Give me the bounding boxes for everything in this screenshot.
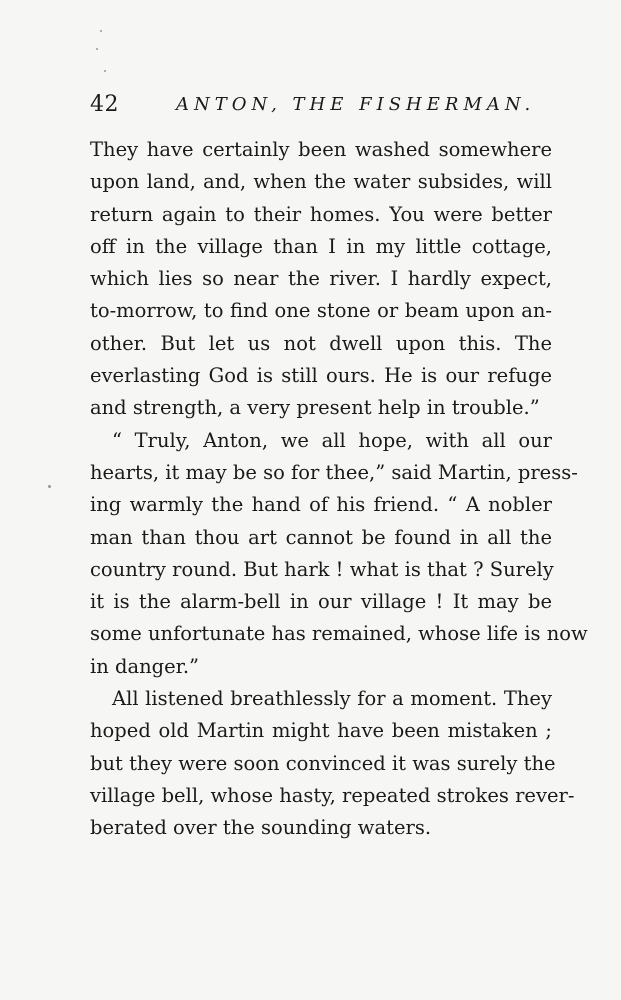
text-line: hearts, it may be so for thee,” said Martin, press- (90, 460, 578, 484)
text-line: country round. But hark ! what is that ? Surely (90, 557, 554, 581)
text-line: “ Truly, Anton, we all hope, with all our (112, 428, 552, 452)
text-line: in danger.” (90, 654, 200, 678)
running-head (90, 92, 536, 122)
text-line: other. But let us not dwell upon this. The (90, 331, 552, 355)
text-line: berated over the sounding waters. (90, 816, 432, 840)
page-speck (100, 30, 102, 32)
page-number: 42 (90, 92, 119, 117)
text-line: off in the village than I in my little cottage, (90, 234, 552, 258)
text-line: but they were soon convinced it was surely the (90, 751, 556, 775)
text-line: and strength, a very present help in trouble.” (90, 396, 540, 420)
text-line: which lies so near the river. I hardly expect, (90, 267, 552, 291)
text-line: upon land, and, when the water subsides, will (90, 170, 552, 194)
running-title: ANTON, THE FISHERMAN. (176, 94, 536, 115)
text-line: village bell, whose hasty, repeated strokes rever- (90, 783, 575, 807)
body-text (90, 134, 588, 845)
page-speck (48, 485, 51, 488)
text-line: hoped old Martin might have been mistaken ; (90, 719, 552, 743)
text-line: some unfortunate has remained, whose life is now (90, 622, 588, 646)
text-line: They have certainly been washed somewhere (90, 138, 552, 161)
text-line: All listened breathlessly for a moment. They (112, 687, 552, 711)
text-line: ing warmly the hand of his friend. “ A nobler (90, 493, 552, 517)
text-line: man than thou art cannot be found in all the (90, 525, 552, 549)
text-line: it is the alarm-bell in our village ! It may be (90, 590, 552, 614)
page-speck (104, 70, 106, 72)
text-line: everlasting God is still ours. He is our refuge (90, 364, 552, 388)
text-line: return again to their homes. You were better (90, 202, 552, 226)
text-line: to-morrow, to find one stone or beam upon an- (90, 299, 552, 323)
page-speck (96, 48, 98, 50)
